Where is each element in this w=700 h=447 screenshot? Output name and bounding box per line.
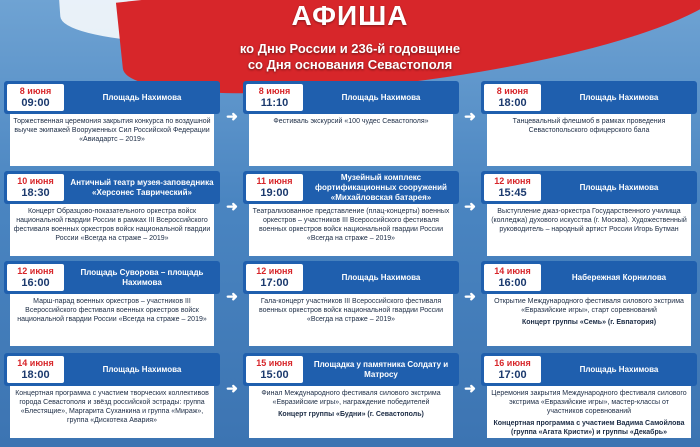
date-box: [7, 264, 64, 291]
event-extra: Концерт группы «Семь» (г. Евпатория): [521, 319, 657, 326]
event-date: 12 июня: [494, 176, 531, 186]
event-date: 10 июня: [17, 176, 54, 186]
event-description: Церемония закрытия Международного фестиваля силового экстрима «Евразийские игры», мастер-классы от участников соревнований Концертная программа с участием Вадима Самойлова (группа «Агата Кристи») и группы «Декабрь»: [487, 386, 691, 438]
event-time: 18:00: [21, 369, 50, 381]
event-bar: [481, 353, 697, 386]
event-date: 11 июня: [256, 176, 293, 186]
event-place: Площадь Нахимова: [102, 92, 182, 102]
event-card: [4, 261, 220, 349]
event-card: [481, 171, 697, 259]
event-time: 18:30: [21, 187, 50, 199]
event-description: Выступление джаз-оркестра Государственного училища (колледжа) духового искусства (г. Москва). Художественный руководитель – народный артист России Игорь Бутман: [487, 204, 691, 256]
event-place: Набережная Корнилова: [571, 272, 667, 282]
event-place: Античный театр музея-заповедника «Херсонес Таврический»: [70, 177, 214, 197]
subtitle-line-1: ко Дню России и 236-й годовщине: [239, 41, 461, 56]
event-bar: [4, 353, 220, 386]
arrow-right-icon: ➜: [226, 380, 238, 396]
arrow-right-icon: ➜: [226, 288, 238, 304]
event-time: 16:00: [498, 277, 527, 289]
event-date: 8 июня: [19, 86, 52, 96]
event-place: Площадь Нахимова: [579, 364, 659, 374]
event-date: 8 июня: [258, 86, 291, 96]
event-description: Концертная программа с участием творческих коллективов города Севастополя и звёзд российской эстрады: группа «Блестящие», Маргарита Суханкина и группа «Мираж», группа «Дискотека Авария»: [10, 386, 214, 438]
event-date: 8 июня: [496, 86, 529, 96]
event-card: [481, 81, 697, 169]
event-description: Танцевальный флешмоб в рамках проведения Севастопольского офицерского бала: [487, 114, 691, 166]
event-place: Площадь Нахимова: [579, 92, 659, 102]
event-time: 11:10: [260, 97, 289, 109]
event-bar: [4, 261, 220, 294]
event-card: [4, 171, 220, 259]
event-place: Площадь Нахимова: [579, 182, 659, 192]
event-time: 18:00: [498, 97, 527, 109]
event-bar: [481, 261, 697, 294]
event-bar: [4, 81, 220, 114]
date-box: [246, 264, 303, 291]
date-box: [484, 264, 541, 291]
event-date: 14 июня: [494, 266, 531, 276]
event-description: Торжественная церемония закрытия конкурса по воздушной выучке экипажей Вооруженных Сил Российской Федерации «Авиадартс – 2019»: [10, 114, 214, 166]
event-bar: [481, 171, 697, 204]
event-description: Финал Международного фестиваля силового экстрима «Евразийские игры», награждение победителей Концерт группы «Будни» (г. Севастополь): [249, 386, 453, 438]
date-box: [7, 174, 64, 201]
event-time: 17:00: [260, 277, 289, 289]
event-date: 14 июня: [17, 358, 54, 368]
arrow-right-icon: ➜: [464, 380, 476, 396]
event-bar: [243, 353, 459, 386]
event-card: [4, 81, 220, 169]
event-card: [243, 81, 459, 169]
event-bar: [481, 81, 697, 114]
arrow-right-icon: ➜: [226, 198, 238, 214]
arrow-right-icon: ➜: [464, 108, 476, 124]
event-date: 15 июня: [256, 358, 293, 368]
subtitle-line-2: со Дня основания Севастополя: [247, 57, 453, 72]
event-time: 15:45: [498, 187, 527, 199]
event-description: Марш-парад военных оркестров – участников III Всероссийского фестиваля военных оркестров войск национальной гвардии России «Всегда на страже – 2019»: [10, 294, 214, 346]
event-description: Фестиваль экскурсий «100 чудес Севастополя»: [249, 114, 453, 166]
event-place: Площадь Нахимова: [102, 364, 182, 374]
date-box: [246, 84, 303, 111]
event-description: Театрализованное представление (плац-концерты) военных оркестров – участников III Всероссийского фестиваля военных оркестров войск национальной гвардии России «Всегда на страже – 2019»: [249, 204, 453, 256]
event-time: 19:00: [260, 187, 289, 199]
date-box: [246, 174, 303, 201]
arrow-right-icon: ➜: [464, 288, 476, 304]
event-card: [4, 353, 220, 441]
arrow-right-icon: ➜: [464, 198, 476, 214]
event-time: 17:00: [498, 369, 527, 381]
event-card: [481, 353, 697, 441]
event-place: Площадка у памятника Солдату и Матросу: [313, 359, 449, 379]
arrow-right-icon: ➜: [226, 108, 238, 124]
event-bar: [243, 171, 459, 204]
event-description: Открытие Международного фестиваля силового экстрима «Евразийские игры», старт соревнований Концерт группы «Семь» (г. Евпатория): [487, 294, 691, 346]
event-extra: Концертная программа с участием Вадима Самойлова (группа «Агата Кристи») и группы «Декабрь»: [493, 420, 685, 436]
event-date: 16 июня: [494, 358, 531, 368]
event-bar: [243, 81, 459, 114]
date-box: [7, 84, 64, 111]
event-time: 15:00: [260, 369, 289, 381]
header: [0, 0, 700, 76]
event-extra: Концерт группы «Будни» (г. Севастополь): [278, 411, 424, 418]
event-place: Площадь Нахимова: [341, 92, 421, 102]
event-card: [481, 261, 697, 349]
event-bar: [4, 171, 220, 204]
event-time: 09:00: [21, 97, 50, 109]
date-box: [484, 84, 541, 111]
event-bar: [243, 261, 459, 294]
date-box: [484, 174, 541, 201]
event-description: Гала-концерт участников III Всероссийского фестиваля военных оркестров войск национальной гвардии России «Всегда на страже – 2019»: [249, 294, 453, 346]
event-card: [243, 353, 459, 441]
event-place: Музейный комплекс фортификационных сооружений «Михайловская батарея»: [315, 172, 447, 202]
date-box: [484, 356, 541, 383]
page-title: АФИША: [291, 0, 409, 31]
date-box: [7, 356, 64, 383]
event-card: [243, 261, 459, 349]
event-date: 12 июня: [17, 266, 54, 276]
event-description: Концерт Образцово-показательного оркестра войск национальной гвардии России в рамках III Всероссийского фестиваля военных оркестров войск национальной гвардии России «Всегда на страже – 2019»: [10, 204, 214, 256]
event-date: 12 июня: [256, 266, 293, 276]
event-place: Площадь Суворова – площадь Нахимова: [80, 267, 204, 287]
event-place: Площадь Нахимова: [341, 272, 421, 282]
event-time: 16:00: [21, 277, 50, 289]
date-box: [246, 356, 303, 383]
event-card: [243, 171, 459, 259]
